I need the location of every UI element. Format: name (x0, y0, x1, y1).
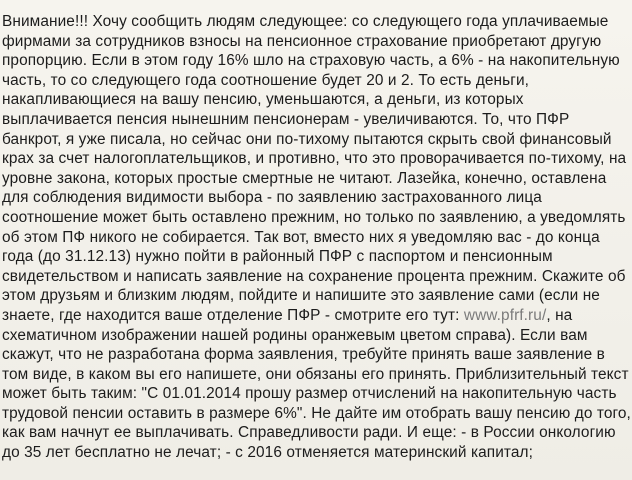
text-line: Внимание!!! Хочу сообщить людям следующее: со следующего года уплачиваемые (2, 13, 609, 30)
text-line: схематичном изображении нашей родины оранжевым цветом справа). Если вам (2, 326, 588, 344)
text-line: том виде, в каком вы его напишете, они обязаны его принять. Приблизительный текст (2, 365, 629, 383)
text-line: скажут, что не разработана форма заявления, требуйте принять ваше заявление в (2, 346, 605, 364)
text-line: до 35 лет бесплатно не лечат; - с 2016 отменяется материнский капитал; (2, 444, 533, 462)
text-line: фирмами за сотрудников взносы на пенсионное страхование приобретают другую (2, 32, 602, 50)
text-line: соотношение может быть оставлено прежним, но только по заявлению, а уведомлять (2, 208, 626, 226)
text-line: накапливающиеся на вашу пенсию, уменьшаются, а деньги, из которых (2, 91, 524, 109)
text-line: уровне закона, которых простые смертные не читают. Лазейка, конечно, оставлена (2, 169, 607, 187)
text-segment: , на (546, 306, 573, 324)
text-line: крах за счет налогоплательщиков, и противно, что это проворачивается по-тихому, на (2, 150, 627, 168)
text-line: выплачивается пенсия нынешним пенсионерам - увеличиваются. То, что ПФР (2, 110, 570, 128)
text-line: об этом ПФ никого не собирается. Так вот, вместо них я уведомляю вас - до конца (2, 228, 600, 246)
text-line: пропорцию. Если в этом году 16% шло на страховую часть, а 6% - на накопительную (2, 52, 620, 70)
pfr-website-link[interactable]: www.pfrf.ru/ (463, 306, 547, 324)
text-line: может быть таким: "С 01.01.2014 прошу размер отчислений на накопительную часть (2, 385, 617, 403)
text-line: для соблюдения видимости выбора - по заявлению застрахованного лица (2, 189, 542, 207)
document-body (2, 12, 632, 463)
text-line: как вам начнут ее выплачивать. Справедливости ради. И еще: - в России онкологию (2, 424, 616, 442)
text-line: банкрот, я уже писала, но сейчас они по-тихому пытаются скрыть свой финансовый (2, 130, 612, 148)
text-line: трудовой пенсии оставить в размере 6%". Не дайте им отобрать вашу пенсию до того, (2, 404, 631, 422)
text-line: этом друзьям и близким людям, пойдите и напишите это заявление сами (если не (2, 287, 600, 305)
text-line: свидетельством и написать заявление на сохранение процента прежним. Скажите об (2, 267, 626, 285)
text-line: года (до 31.12.13) нужно пойти в районный ПФР с паспортом и пенсионным (2, 248, 553, 266)
text-segment: знаете, где находится ваше отделение ПФР - смотрите его тут: (2, 306, 464, 324)
text-line: часть, то со следующего года соотношение будет 20 и 2. То есть деньги, (2, 71, 530, 89)
text-line-with-link (2, 306, 632, 326)
